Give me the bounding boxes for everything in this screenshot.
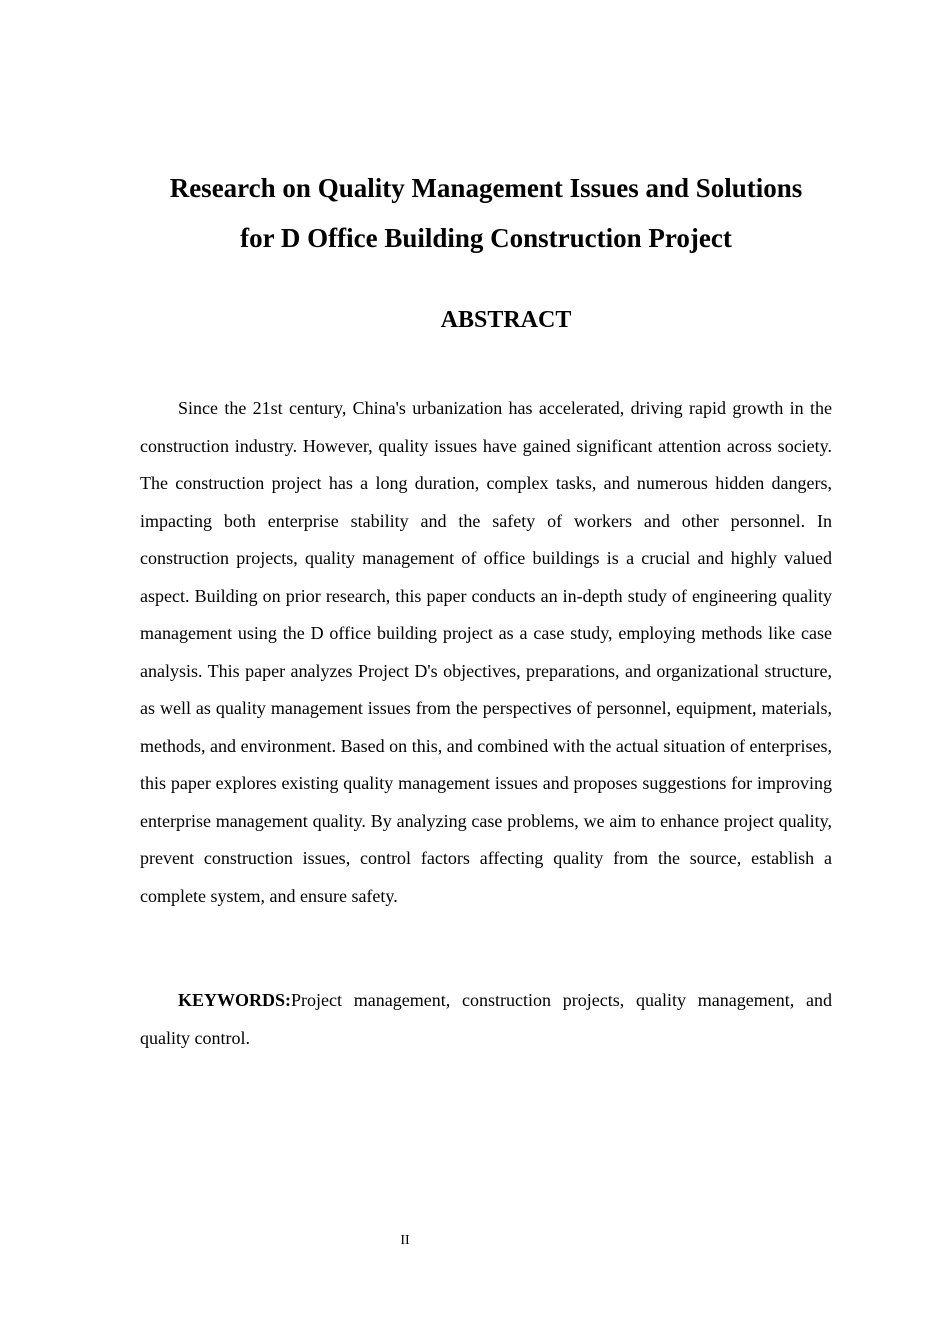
page-number: II bbox=[400, 1233, 410, 1248]
keywords-text: Project management, construction projects, quality management, and quality control. bbox=[140, 990, 832, 1048]
abstract-heading: ABSTRACT bbox=[440, 307, 572, 333]
keywords-paragraph bbox=[140, 982, 832, 1057]
abstract-paragraph: Since the 21st century, China's urbanization has accelerated, driving rapid growth in the construction industry. However, quality issues have gained significant attention across society. The construction project has a long duration, complex tasks, and numerous hidden dangers, impacting both enterprise stability and the safety of workers and other personnel. In construction projects, quality management of office buildings is a crucial and highly valued aspect. Building on prior research, this paper conducts an in-depth study of engineering quality management using the D office building project as a case study, employing methods like case analysis. This paper analyzes Project D's objectives, preparations, and organizational structure, as well as quality management issues from the perspectives of personnel, equipment, materials, methods, and environment. Based on this, and combined with the actual situation of enterprises, this paper explores existing quality management issues and proposes suggestions for improving enterprise management quality. By analyzing case problems, we aim to enhance project quality, prevent construction issues, control factors affecting quality from the source, establish a complete system, and ensure safety. bbox=[140, 398, 832, 906]
document-title bbox=[120, 163, 852, 263]
title-line-2: for D Office Building Construction Project bbox=[240, 223, 732, 253]
title-line-1: Research on Quality Management Issues and Solutions bbox=[169, 173, 803, 203]
keywords-label: KEYWORDS: bbox=[178, 990, 292, 1010]
